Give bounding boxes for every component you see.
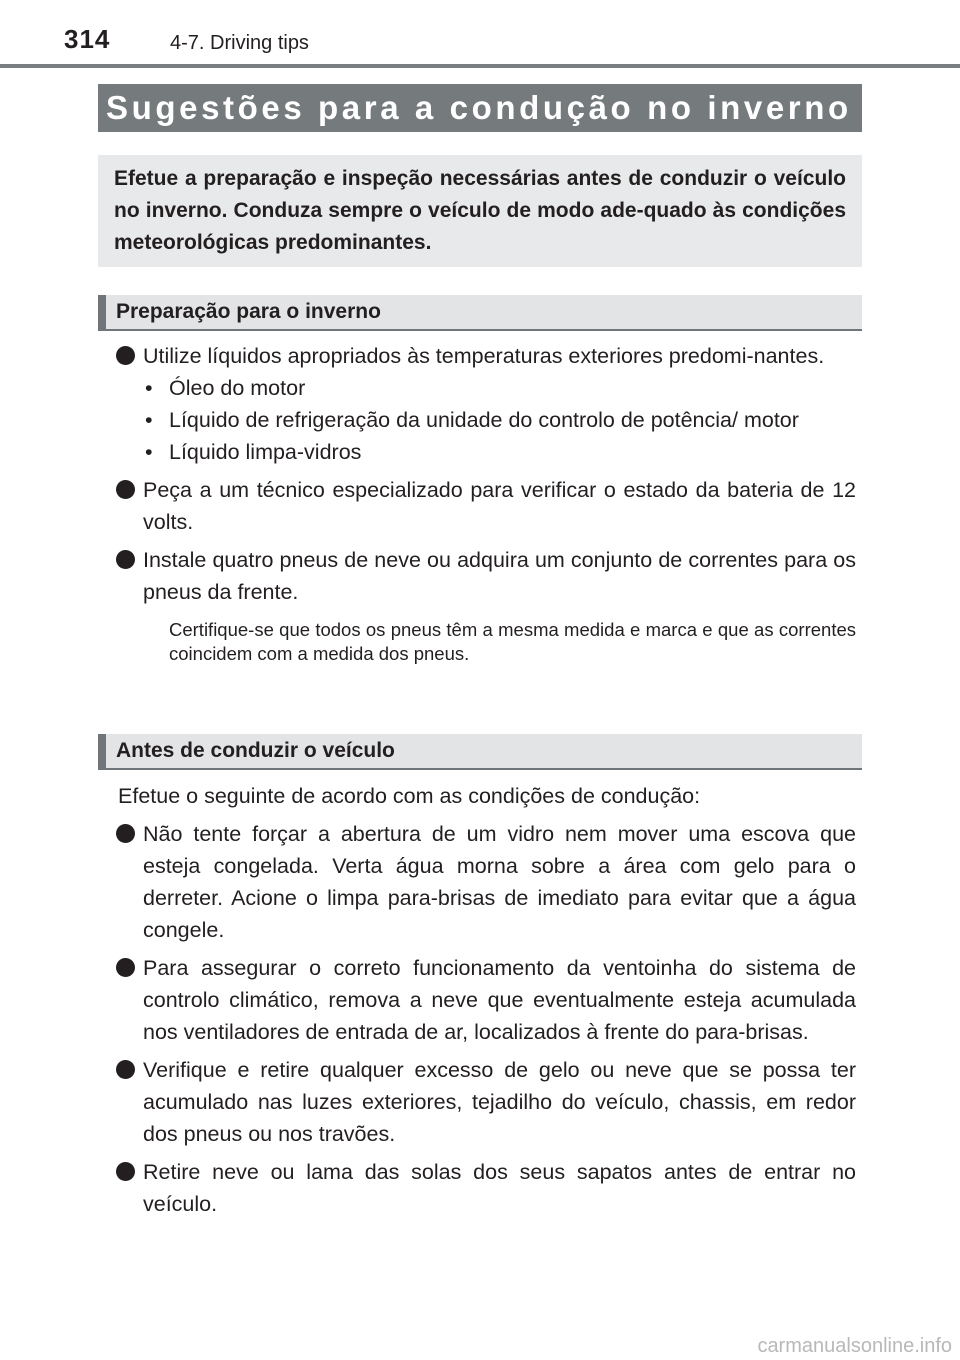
header-divider [0,64,960,68]
bullet-dot-icon [116,346,135,365]
list-item [116,1156,856,1220]
sub-list-item-text: Líquido de refrigeração da unidade do controlo de potência/ motor [169,408,799,432]
sub-bullet-mark: • [145,440,153,464]
tire-note: Certifique-se que todos os pneus têm a mesma medida e marca e que as correntes coincidem com a medida dos pneus. [169,619,856,664]
list-item [116,474,856,538]
sub-list-item [116,436,856,468]
sub-list-item [116,372,856,404]
bullet-dot-icon [116,958,135,977]
list-item-text: Peça a um técnico especializado para verificar o estado da bateria de 12 volts. [143,478,856,534]
lead-text: Efetue o seguinte de acordo com as condições de condução: [118,784,701,808]
list-item [116,544,856,608]
page-header [0,0,960,70]
preparation-list [116,340,856,666]
bullet-dot-icon [116,1060,135,1079]
before-driving-list [116,780,856,1220]
list-item-text: Instale quatro pneus de neve ou adquira um conjunto de correntes para os pneus da frente. [143,548,856,604]
page-title: Sugestões para a condução no inverno [98,84,862,132]
section-heading-before-driving: Antes de conduzir o veículo [98,734,862,770]
sub-list-item-text: Líquido limpa-vidros [169,440,362,464]
sub-bullet-mark: • [145,376,153,400]
sub-list-item-text: Óleo do motor [169,376,306,400]
list-item [116,952,856,1048]
sub-list-item [116,404,856,436]
list-item [116,340,856,372]
list-item-text: Utilize líquidos apropriados às temperaturas exteriores predomi-nantes. [143,344,825,368]
bullet-dot-icon [116,550,135,569]
list-item [116,818,856,946]
watermark: carmanualsonline.info [757,1335,952,1357]
bullet-dot-icon [116,1162,135,1181]
sub-bullet-mark: • [145,408,153,432]
bullet-dot-icon [116,824,135,843]
section-heading-preparation: Preparação para o inverno [98,295,862,331]
bullet-dot-icon [116,480,135,499]
intro-box: Efetue a preparação e inspeção necessárias antes de conduzir o veículo no inverno. Conduza sempre o veículo de modo ade-quado às condições meteorológicas predominantes. [98,155,862,267]
page-number: 314 [64,24,111,54]
list-item-text: Não tente forçar a abertura de um vidro nem mover uma escova que esteja congelada. Verta água morna sobre a área com gelo para o derreter. Acione o limpa para-brisas de imediato para evitar que a água congele. [143,822,856,942]
list-item-text: Verifique e retire qualquer excesso de gelo ou neve que se possa ter acumulado nas luzes exteriores, tejadilho do veículo, chassis, em redor dos pneus ou nos travões. [143,1058,856,1146]
list-item-text: Retire neve ou lama das solas dos seus sapatos antes de entrar no veículo. [143,1160,856,1216]
section-label: 4-7. Driving tips [170,32,309,54]
list-item-text: Para assegurar o correto funcionamento da ventoinha do sistema de controlo climático, remova a neve que eventualmente esteja acumulada nos ventiladores de entrada de ar, localizados à frente do para-brisas. [143,956,856,1044]
list-item [116,1054,856,1150]
